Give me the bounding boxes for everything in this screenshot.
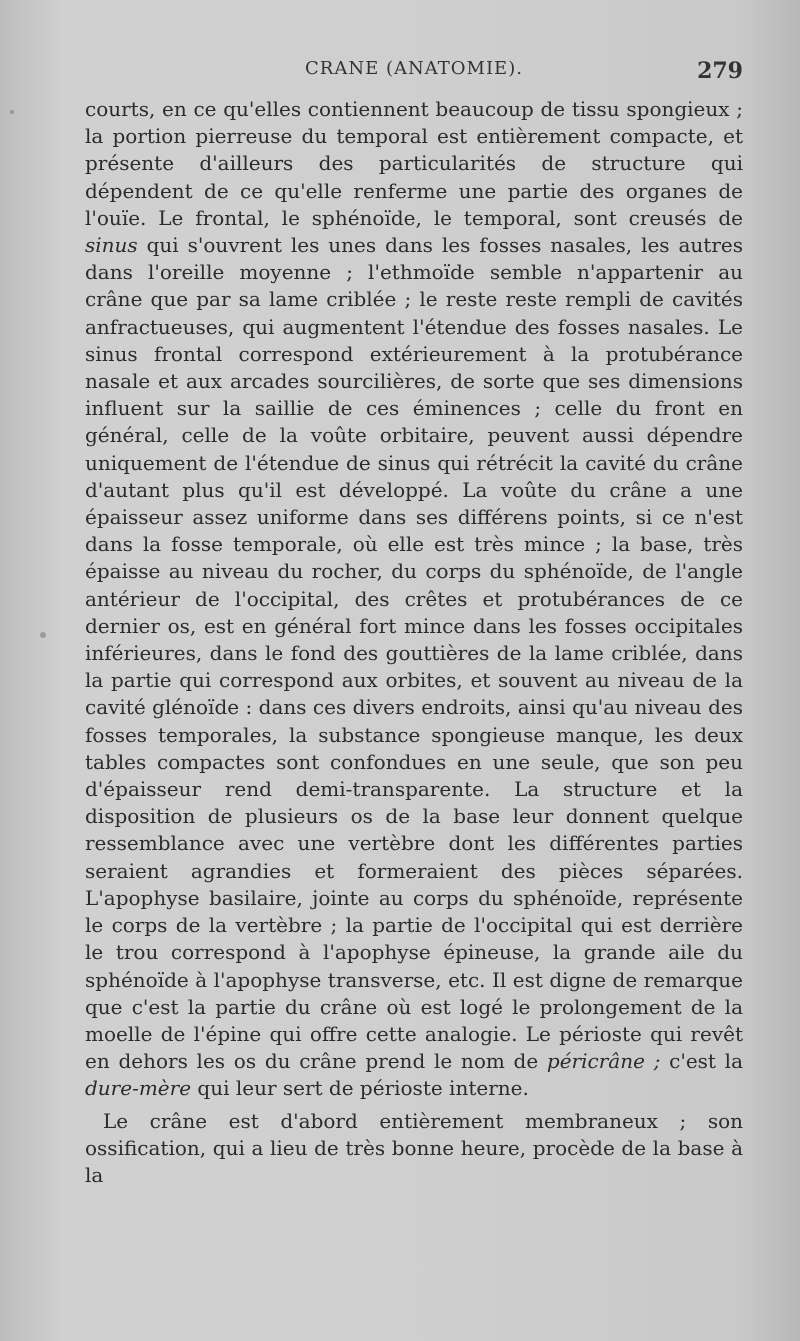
paragraph <box>85 96 743 1103</box>
body-text <box>85 96 743 1189</box>
text-run: courts, en ce qu'elles contiennent beaucoup de tissu spongieux ; la portion pierreuse du temporal est entièrement compacte, et présente d'ailleurs des particularités de structure qui dépendent de ce qu'elle renferme une partie des organes de l'ouïe. Le frontal, le sphénoïde, le temporal, sont creusés de <box>85 97 743 230</box>
paper-speck <box>10 110 14 114</box>
text-run: qui s'ouvrent les unes dans les fosses nasales, les autres dans l'oreille moyenne ; l'ethmoïde semble n'appartenir au crâne que par sa lame criblée ; le reste reste rempli de cavités anfractueuses, qui augmentent l'étendue des fosses nasales. Le sinus frontal correspond extérieurement à la protubérance nasale et aux arcades sourcilières, de sorte que ses dimensions influent sur la saillie de ces éminences ; celle du front en général, celle de la voûte orbitaire, peuvent aussi dépendre uniquement de l'étendue de sinus qui rétrécit la cavité du crâne d'autant plus qu'il est développé. La voûte du crâne a une épaisseur assez uniforme dans ses différens points, si ce n'est dans la fosse temporale, où elle est très mince ; la base, très épaisse au niveau du rocher, du corps du sphénoïde, de l'angle antérieur de l'occipital, des crêtes et protubérances de ce dernier os, est en général fort mince dans les fosses occipitales inférieures, dans le fond des gouttières de la lame criblée, dans la partie qui correspond aux orbites, et souvent au niveau de la cavité glénoïde : dans ces divers endroits, ainsi qu'au niveau des fosses temporales, la substance spongieuse manque, les deux tables compactes sont confondues en une seule, que son peu d'épaisseur rend demi-transparente. La structure et la disposition de plusieurs os de la base leur donnent quelque ressemblance avec une vertèbre dont les différentes parties seraient agrandies et formeraient des pièces séparées. L'apophyse basilaire, jointe au corps du sphénoïde, représente le corps de la vertèbre ; la partie de l'occipital qui est derrière le trou correspond à l'apophyse épineuse, la grande aile du sphénoïde à l'apophyse transverse, etc. Il est digne de remarque que c'est la partie du crâne où est logé le prolongement de la moelle de l'épine qui offre cette analogie. Le périoste qui revêt en dehors les os du crâne prend le nom de <box>85 233 743 1074</box>
running-title: CRANE (ANATOMIE). <box>305 58 523 79</box>
italic-term-pericrane: péricrâne ; <box>546 1049 661 1074</box>
text-run: c'est la <box>660 1049 744 1074</box>
page-number: 279 <box>697 58 743 84</box>
italic-term-dure-mere: dure-mère <box>85 1076 192 1101</box>
text-run: Le crâne est d'abord entièrement membraneux ; son ossification, qui a lieu de très bonne heure, procède de la base à la <box>85 1108 743 1187</box>
text-run: qui leur sert de périoste interne. <box>191 1076 529 1101</box>
page-header <box>85 58 743 90</box>
paper-speck <box>40 632 46 638</box>
italic-term-sinus: sinus <box>85 233 138 258</box>
paragraph <box>85 1108 743 1190</box>
